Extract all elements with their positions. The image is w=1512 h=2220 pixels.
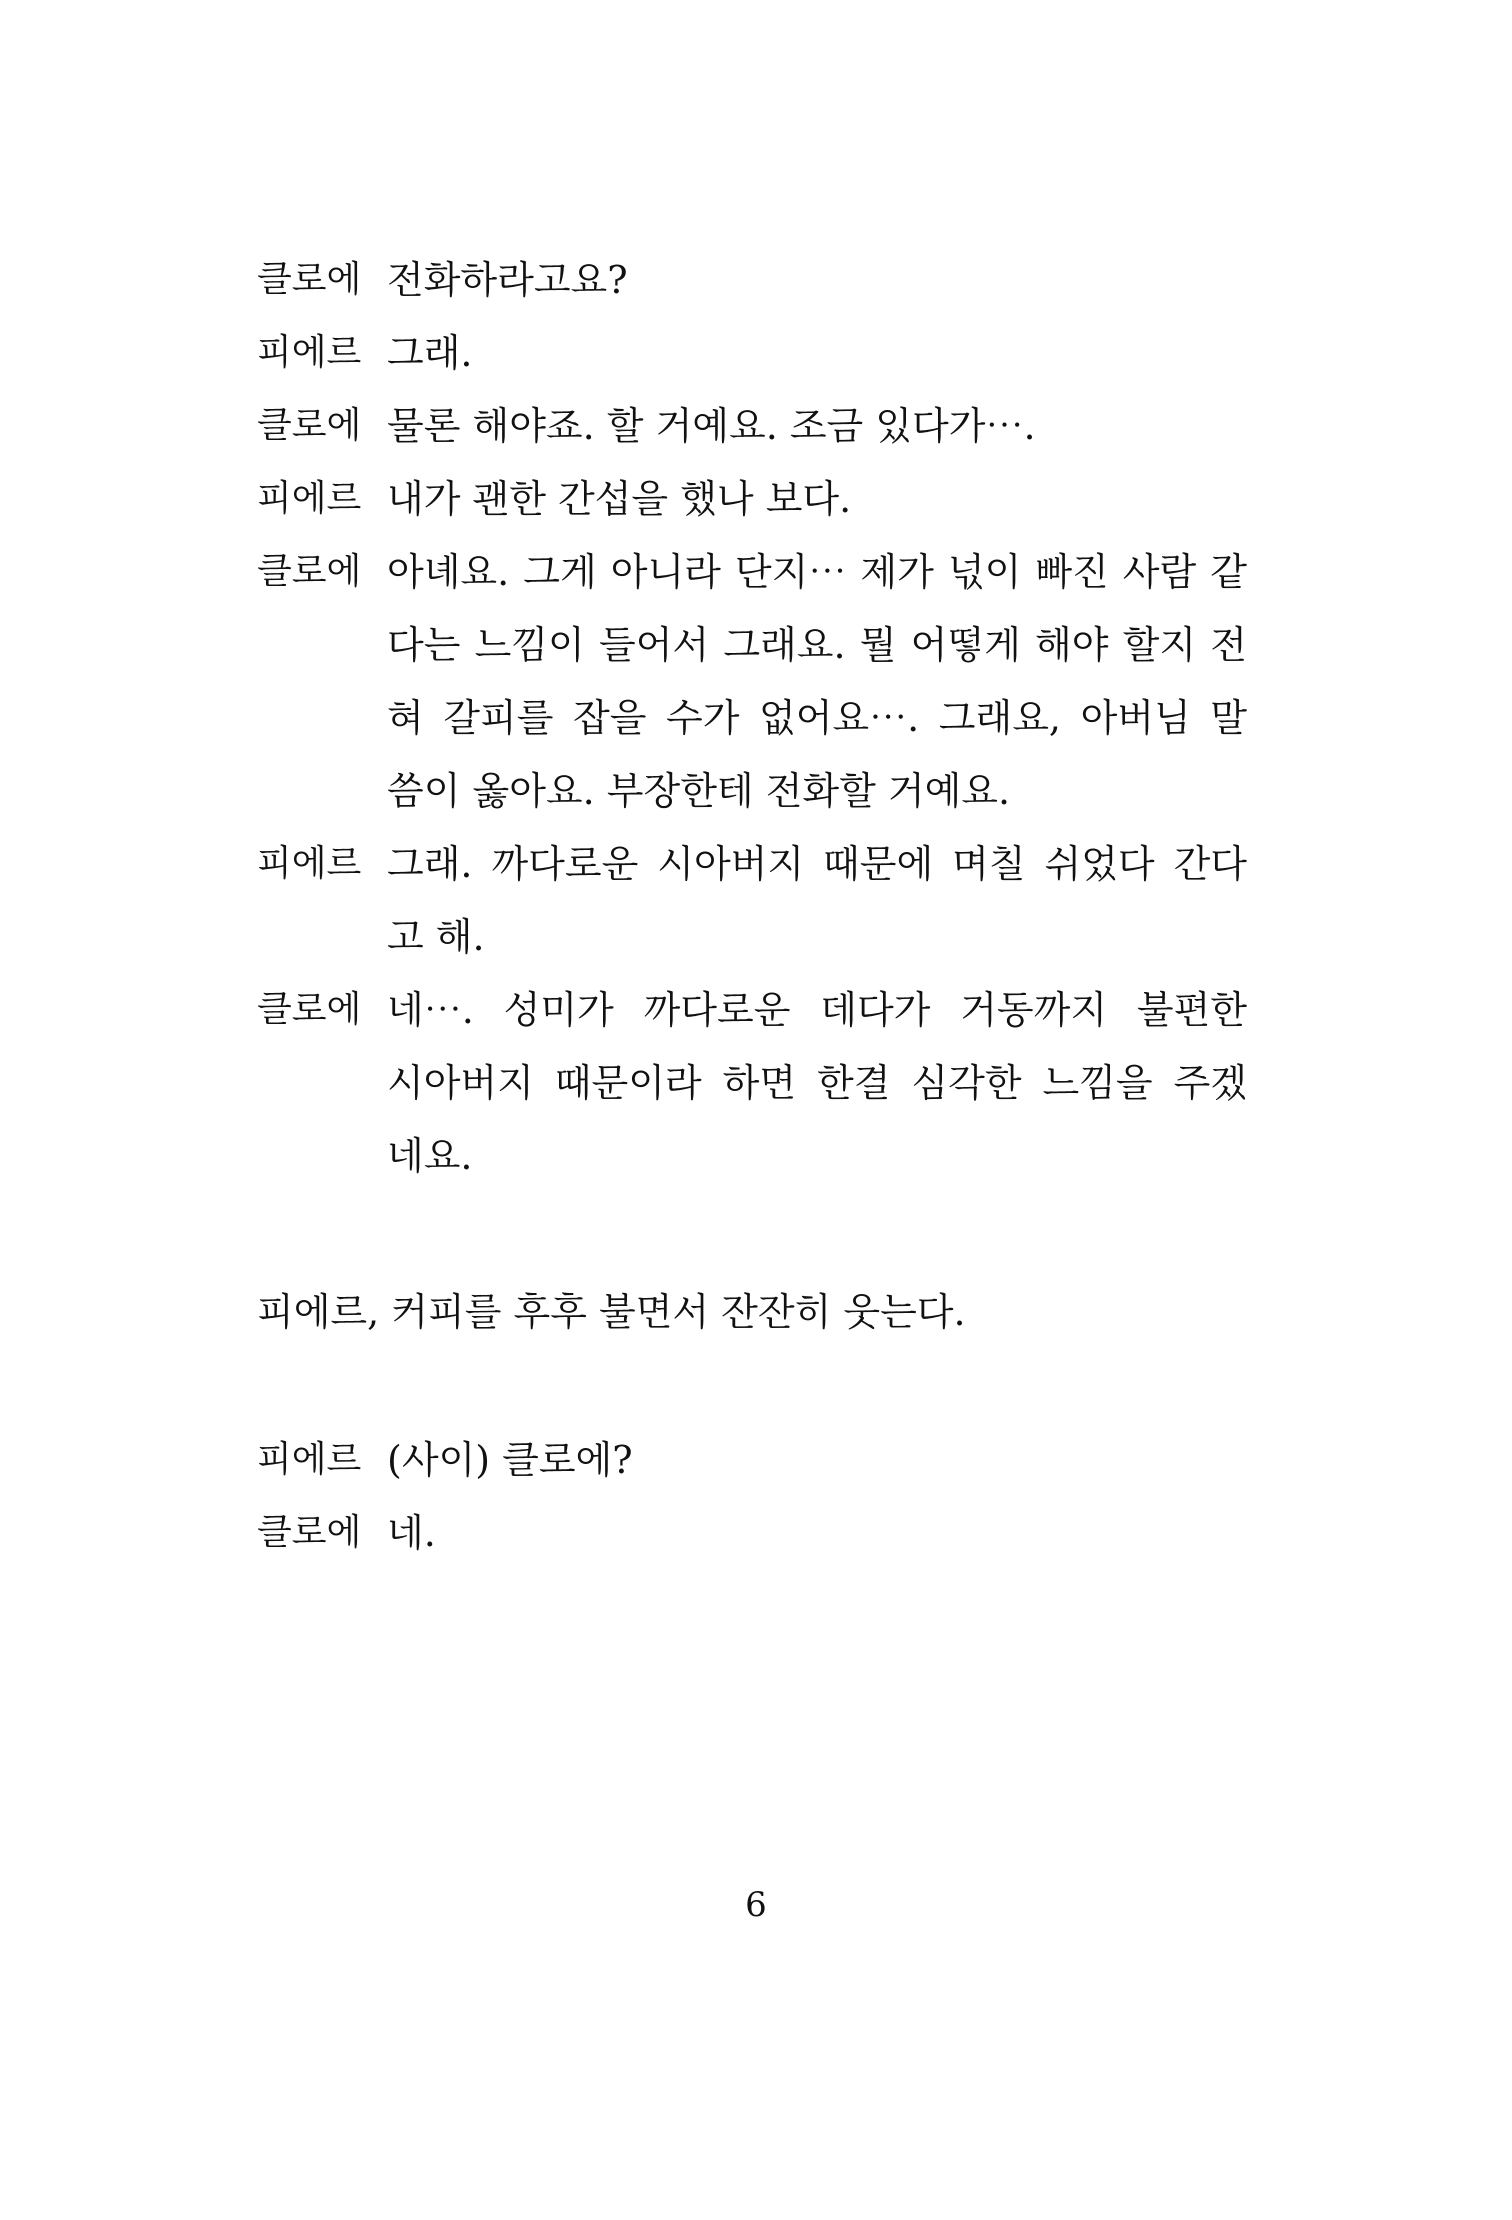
speaker-label: 피에르 — [257, 843, 362, 884]
speech-line: 네요. — [387, 1134, 473, 1178]
speaker-label: 클로에 — [257, 989, 362, 1030]
speaker-label: 클로에 — [257, 405, 362, 446]
speech-line: 혀 갈피를 잡을 수가 없어요⋯. 그래요, 아버님 말 — [387, 696, 1247, 740]
stage-direction: 피에르, 커피를 후후 불면서 잔잔히 웃는다. — [257, 1290, 966, 1334]
speaker-label: 피에르 — [257, 478, 362, 519]
speaker-label: 클로에 — [257, 259, 362, 300]
speaker-label: 피에르 — [257, 1439, 362, 1480]
page-number: 6 — [745, 1885, 767, 1925]
speech-line: (사이) 클로에? — [387, 1438, 633, 1482]
speaker-label: 피에르 — [257, 332, 362, 373]
speech-line: 내가 괜한 간섭을 했나 보다. — [387, 477, 852, 521]
speech-line: 그래. 까다로운 시아버지 때문에 며칠 쉬었다 간다 — [387, 842, 1247, 886]
speech-line: 전화하라고요? — [387, 258, 628, 302]
speaker-label: 클로에 — [257, 551, 362, 592]
speech-line: 다는 느낌이 들어서 그래요. 뭘 어떻게 해야 할지 전 — [387, 623, 1247, 667]
speaker-label: 클로에 — [257, 1512, 362, 1553]
speech-line: 시아버지 때문이라 하면 한결 심각한 느낌을 주겠 — [387, 1061, 1247, 1105]
speech-line: 씀이 옳아요. 부장한테 전화할 거예요. — [387, 769, 1011, 813]
speech-line: 물론 해야죠. 할 거예요. 조금 있다가⋯. — [387, 404, 1036, 448]
speech-line: 그래. — [387, 331, 473, 375]
speech-line: 네. — [387, 1511, 436, 1555]
speech-line: 네⋯. 성미가 까다로운 데다가 거동까지 불편한 — [387, 988, 1247, 1032]
speech-line: 고 해. — [387, 915, 485, 959]
speech-line: 아녜요. 그게 아니라 단지⋯ 제가 넋이 빠진 사람 같 — [387, 550, 1247, 594]
